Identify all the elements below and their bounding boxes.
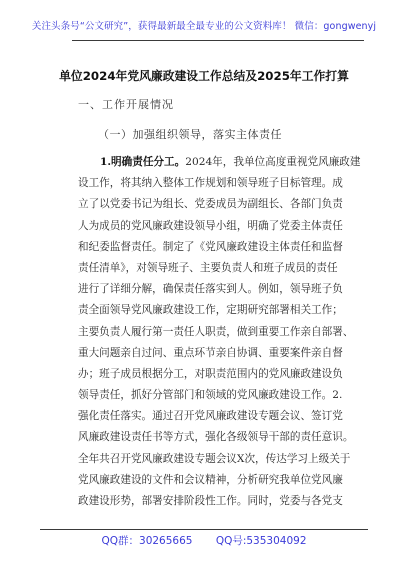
header-divider xyxy=(72,40,364,41)
footer-qq-group: QQ群：30265665 xyxy=(101,535,193,547)
paragraph-line: 党风廉政建设的文件和会议精神，分析研究我单位党风廉 xyxy=(78,473,343,486)
document-title: 单位2024年党风廉政建设工作总结及2025年工作打算 xyxy=(59,69,349,83)
paragraph-line: 设工作，将其纳入整体工作规划和领导班子目标管理。成 xyxy=(78,177,343,190)
paragraph-line: 政建设形势，部署安排阶段性工作。同时，党委与各党支 xyxy=(78,495,343,507)
paragraph-line: 办；班子成员根据分工，对职责范围内的党风廉政建设负 xyxy=(78,367,343,380)
paragraph-line: 主要负责人履行第一责任人职责，做到重要工作亲自部署、 xyxy=(78,325,354,338)
paragraph-line: 人为成员的党风廉政建设领导小组，明确了党委主体责任 xyxy=(78,219,343,232)
section-heading: 一、工作开展情况 xyxy=(78,98,174,111)
header-banner: 关注头条号“公文研究”，获得最新最全最专业的公文资料库！ 微信：gongwenyj xyxy=(31,21,377,32)
paragraph-line: 立了以党委书记为组长、党委成员为副组长、各部门负责 xyxy=(78,198,343,211)
paragraph-line-text: 2024年，我单位高度重视党风廉政建 xyxy=(185,156,361,168)
footer-divider xyxy=(40,529,368,530)
paragraph-line: 责全面领导党风廉政建设工作，定期研究部署相关工作； xyxy=(78,304,343,317)
footer xyxy=(0,533,408,548)
paragraph-line: 重大问题亲自过问、重点环节亲自协调、重要案件亲自督 xyxy=(78,346,343,359)
paragraph-line xyxy=(78,152,366,173)
subsection-heading: （一）加强组织领导，落实主体责任 xyxy=(98,128,282,141)
footer-qq-number: QQ号:535304092 xyxy=(215,535,307,547)
paragraph-lead: 1.明确责任分工。 xyxy=(100,156,186,168)
body-paragraph xyxy=(78,152,366,512)
paragraph-line: 和纪委监督责任。制定了《党风廉政建设主体责任和监督 xyxy=(78,240,343,253)
paragraph-line: 风廉政建设责任书等方式，强化各级领导干部的责任意识。 xyxy=(78,431,354,444)
paragraph-line: 进行了详细分解，确保责任落实到人。例如，领导班子负 xyxy=(78,283,343,296)
paragraph-line: 责任清单》，对领导班子、主要负责人和班子成员的责任 xyxy=(78,261,338,274)
paragraph-line: 全年共召开党风廉政建设专题会议X次，传达学习上级关于 xyxy=(78,452,351,465)
paragraph-line: 领导责任，抓好分管部门和领域的党风廉政建设工作。2. xyxy=(78,389,343,402)
paragraph-line: 强化责任落实。通过召开党风廉政建设专题会议、签订党 xyxy=(78,410,343,423)
